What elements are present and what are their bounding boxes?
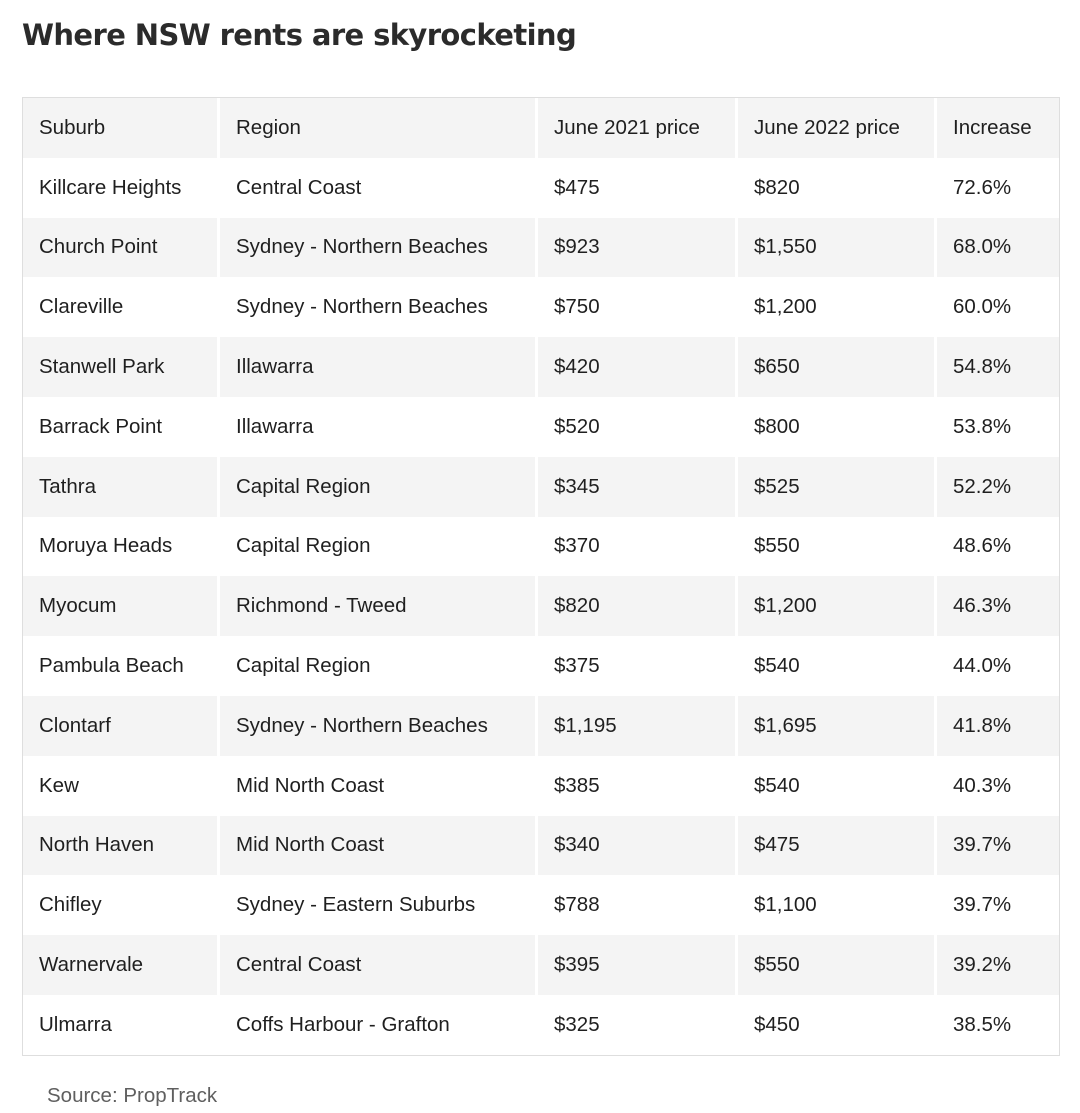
- cell-region: Sydney - Northern Beaches: [220, 696, 538, 756]
- cell-june-2022-price: $450: [738, 995, 937, 1055]
- cell-increase: 52.2%: [953, 474, 1012, 498]
- cell-increase: 72.6%: [953, 175, 1012, 199]
- table-row: [23, 696, 1059, 756]
- cell-june-2021-price: $345: [538, 457, 738, 517]
- table-row: [23, 337, 1059, 397]
- cell-suburb: Pambula Beach: [23, 636, 220, 696]
- cell-june-2021-price: $420: [538, 337, 738, 397]
- table-row: [23, 816, 1059, 876]
- cell-june-2021-price: $750: [538, 277, 738, 337]
- table-body: [23, 158, 1059, 1055]
- cell-suburb: Tathra: [23, 457, 220, 517]
- cell-region: Sydney - Northern Beaches: [220, 277, 538, 337]
- cell-suburb: Killcare Heights: [23, 158, 220, 218]
- cell-june-2021-price: $923: [538, 218, 738, 278]
- cell-june-2021-price: $788: [538, 875, 738, 935]
- cell-increase: 54.8%: [953, 355, 1012, 379]
- cell-suburb: Ulmarra: [23, 995, 220, 1055]
- cell-region: Capital Region: [220, 517, 538, 577]
- cell-june-2022-price: $550: [738, 935, 937, 995]
- table-row: [23, 995, 1059, 1055]
- cell-suburb: Barrack Point: [23, 397, 220, 457]
- cell-june-2021-price: $395: [538, 935, 738, 995]
- cell-suburb: North Haven: [23, 816, 220, 876]
- cell-june-2022-price: $1,200: [738, 576, 937, 636]
- cell-region: Sydney - Northern Beaches: [220, 218, 538, 278]
- cell-increase: 60.0%: [953, 295, 1012, 319]
- table-row: [23, 158, 1059, 218]
- table-row: [23, 517, 1059, 577]
- cell-june-2022-price: $1,200: [738, 277, 937, 337]
- cell-region: Coffs Harbour - Grafton: [220, 995, 538, 1055]
- table-header: [23, 98, 1059, 158]
- cell-june-2022-price: $650: [738, 337, 937, 397]
- cell-suburb: Moruya Heads: [23, 517, 220, 577]
- cell-june-2022-price: $540: [738, 756, 937, 816]
- table-row: [23, 576, 1059, 636]
- cell-region: Central Coast: [220, 158, 538, 218]
- cell-june-2022-price: $1,550: [738, 218, 937, 278]
- cell-suburb: Kew: [23, 756, 220, 816]
- cell-june-2022-price: $1,695: [738, 696, 937, 756]
- table-row: [23, 636, 1059, 696]
- cell-increase: 53.8%: [953, 414, 1012, 438]
- chart-title: Where NSW rents are skyrocketing: [22, 18, 577, 52]
- cell-june-2022-price: $525: [738, 457, 937, 517]
- column-header-suburb: Suburb: [23, 98, 220, 158]
- cell-increase: 40.3%: [953, 773, 1012, 797]
- cell-june-2022-price: $800: [738, 397, 937, 457]
- cell-suburb: Myocum: [23, 576, 220, 636]
- cell-region: Central Coast: [220, 935, 538, 995]
- rent-table: [23, 98, 1059, 1055]
- cell-increase: 48.6%: [953, 534, 1012, 558]
- column-header-june-2022-price: June 2022 price: [738, 98, 937, 158]
- table-row: [23, 457, 1059, 517]
- cell-increase: 46.3%: [953, 594, 1012, 618]
- cell-increase: 41.8%: [953, 713, 1012, 737]
- table-row: [23, 397, 1059, 457]
- table-row: [23, 277, 1059, 337]
- cell-june-2022-price: $550: [738, 517, 937, 577]
- cell-june-2021-price: $370: [538, 517, 738, 577]
- table-row: [23, 875, 1059, 935]
- cell-june-2021-price: $385: [538, 756, 738, 816]
- cell-june-2021-price: $340: [538, 816, 738, 876]
- cell-increase: 39.2%: [953, 953, 1012, 977]
- cell-june-2022-price: $540: [738, 636, 937, 696]
- column-header-region: Region: [220, 98, 538, 158]
- rent-table-container: [22, 97, 1060, 1056]
- cell-region: Richmond - Tweed: [220, 576, 538, 636]
- cell-june-2021-price: $520: [538, 397, 738, 457]
- cell-region: Illawarra: [220, 397, 538, 457]
- cell-increase: 39.7%: [953, 893, 1012, 917]
- header-row: [23, 98, 1059, 158]
- cell-increase: 44.0%: [953, 654, 1012, 678]
- cell-increase: 68.0%: [953, 235, 1012, 259]
- table-row: [23, 935, 1059, 995]
- cell-suburb: Stanwell Park: [23, 337, 220, 397]
- cell-june-2021-price: $375: [538, 636, 738, 696]
- cell-region: Mid North Coast: [220, 756, 538, 816]
- source-note: Source: PropTrack: [47, 1084, 218, 1107]
- cell-increase: 38.5%: [953, 1012, 1012, 1036]
- cell-june-2021-price: $325: [538, 995, 738, 1055]
- cell-suburb: Warnervale: [23, 935, 220, 995]
- table-row: [23, 218, 1059, 278]
- cell-region: Illawarra: [220, 337, 538, 397]
- cell-june-2022-price: $475: [738, 816, 937, 876]
- table-row: [23, 756, 1059, 816]
- cell-region: Capital Region: [220, 457, 538, 517]
- cell-june-2022-price: $820: [738, 158, 937, 218]
- cell-june-2021-price: $1,195: [538, 696, 738, 756]
- cell-suburb: Church Point: [23, 218, 220, 278]
- cell-suburb: Clontarf: [23, 696, 220, 756]
- column-header-june-2021-price: June 2021 price: [538, 98, 738, 158]
- cell-june-2021-price: $475: [538, 158, 738, 218]
- cell-june-2022-price: $1,100: [738, 875, 937, 935]
- cell-increase: 39.7%: [953, 833, 1012, 857]
- cell-june-2021-price: $820: [538, 576, 738, 636]
- cell-suburb: Chifley: [23, 875, 220, 935]
- column-header-increase: Increase: [953, 115, 1032, 139]
- cell-region: Sydney - Eastern Suburbs: [220, 875, 538, 935]
- cell-region: Mid North Coast: [220, 816, 538, 876]
- cell-region: Capital Region: [220, 636, 538, 696]
- cell-suburb: Clareville: [23, 277, 220, 337]
